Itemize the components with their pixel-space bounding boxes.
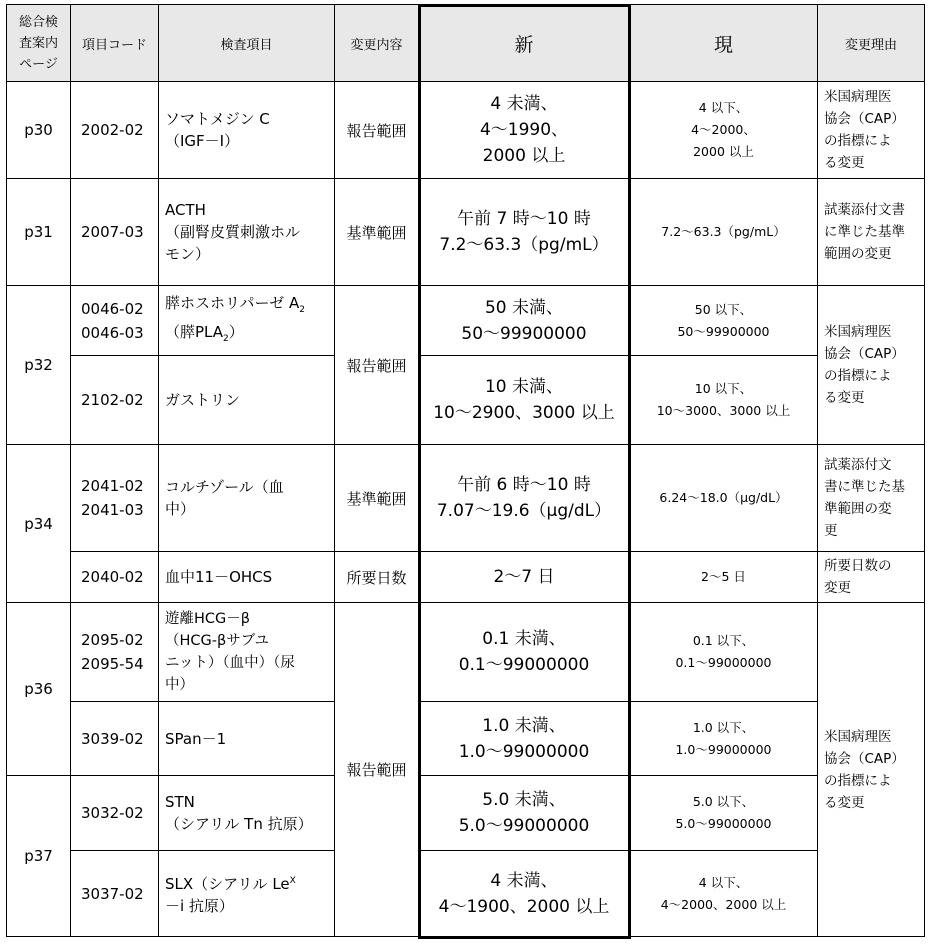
code-cell: 0046-02 0046-03 [71,286,159,356]
reason-cell: 試薬添付文書 に準じた基準 範囲の変更 [818,179,925,286]
table-row [7,445,925,552]
reason-cell: 所要日数の 変更 [818,552,925,603]
item-cell: コルチゾール（血 中） [159,445,335,552]
current-cell: 6.24～18.0（μg/dL） [630,445,818,552]
current-cell: 7.2～63.3（pg/mL） [630,179,818,286]
new-cell: 5.0 未満、 5.0～99000000 [419,776,630,851]
current-cell: 4 以下、 4～2000、 2000 以上 [630,82,818,179]
reason-cell: 試薬添付文 書に準じた基 準範囲の変 更 [818,445,925,552]
code-cell: 2007-03 [71,179,159,286]
new-cell: 午前 6 時～10 時 7.07～19.6（μg/dL） [419,445,630,552]
new-cell: 4 未満、 4～1900、2000 以上 [419,851,630,937]
code-cell: 3039-02 [71,702,159,776]
item-cell: ガストリン [159,356,335,445]
item-cell: ACTH （副腎皮質刺激ホル モン） [159,179,335,286]
item-cell: 血中11－OHCS [159,552,335,603]
table-row [7,286,925,356]
header-reason: 変更理由 [818,5,925,82]
new-cell: 2～7 日 [419,552,630,603]
header-item: 検査項目 [159,5,335,82]
current-cell: 5.0 以下、 5.0～99000000 [630,776,818,851]
page-cell: p32 [7,286,71,445]
change-cell: 基準範囲 [335,445,419,552]
new-cell: 1.0 未満、 1.0～99000000 [419,702,630,776]
header-row [7,5,925,82]
table-row [7,179,925,286]
reason-cell: 米国病理医 協会（CAP） の指標によ る変更 [818,603,925,937]
change-table [6,4,925,937]
header-change: 変更内容 [335,5,419,82]
table-row [7,851,925,937]
new-cell: 50 未満、 50～99900000 [419,286,630,356]
page-cell: p36 [7,603,71,776]
page-cell: p34 [7,445,71,603]
page-cell: p30 [7,82,71,179]
table-row [7,82,925,179]
item-cell: 遊離HCG－β （HCG-βサブユ ニット）（血中）（尿 中） [159,603,335,702]
current-cell: 50 以下、 50～99900000 [630,286,818,356]
item-cell: SPan－1 [159,702,335,776]
change-cell: 基準範囲 [335,179,419,286]
change-cell: 報告範囲 [335,286,419,445]
change-cell: 報告範囲 [335,82,419,179]
current-cell: 10 以下、 10～3000、3000 以上 [630,356,818,445]
table-row [7,356,925,445]
page-cell: p37 [7,776,71,937]
item-cell: ソマトメジン C （IGF－Ⅰ） [159,82,335,179]
change-cell: 所要日数 [335,552,419,603]
current-cell: 2～5 日 [630,552,818,603]
header-current: 現 [630,5,818,82]
table-row [7,552,925,603]
table-row [7,776,925,851]
code-cell: 2095-02 2095-54 [71,603,159,702]
current-cell: 1.0 以下、 1.0～99000000 [630,702,818,776]
item-cell: STN （シアリル Tn 抗原） [159,776,335,851]
reason-cell: 米国病理医 協会（CAP） の指標によ る変更 [818,82,925,179]
current-cell: 4 以下、 4～2000、2000 以上 [630,851,818,937]
new-cell: 10 未満、 10～2900、3000 以上 [419,356,630,445]
table-row [7,603,925,702]
code-cell: 2040-02 [71,552,159,603]
new-cell: 午前 7 時～10 時 7.2～63.3（pg/mL） [419,179,630,286]
item-cell: 膵ホスホリパーゼ $A_2$ （膵$PLA_2$） [159,286,335,356]
code-cell: 2002-02 [71,82,159,179]
reason-cell: 米国病理医 協会（CAP） の指標によ る変更 [818,286,925,445]
header-new: 新 [419,5,630,82]
page-cell: p31 [7,179,71,286]
item-cell: SLX（シアリル $Le^X$ －i 抗原） [159,851,335,937]
header-code: 項目コード [71,5,159,82]
code-cell: 2102-02 [71,356,159,445]
header-page: 総合検 査案内 ページ [7,5,71,82]
code-cell: 3032-02 [71,776,159,851]
current-cell: 0.1 以下、 0.1～99000000 [630,603,818,702]
new-cell: 0.1 未満、 0.1～99000000 [419,603,630,702]
code-cell: 3037-02 [71,851,159,937]
change-cell: 報告範囲 [335,603,419,937]
code-cell: 2041-02 2041-03 [71,445,159,552]
table-row [7,702,925,776]
new-cell: 4 未満、 4～1990、 2000 以上 [419,82,630,179]
